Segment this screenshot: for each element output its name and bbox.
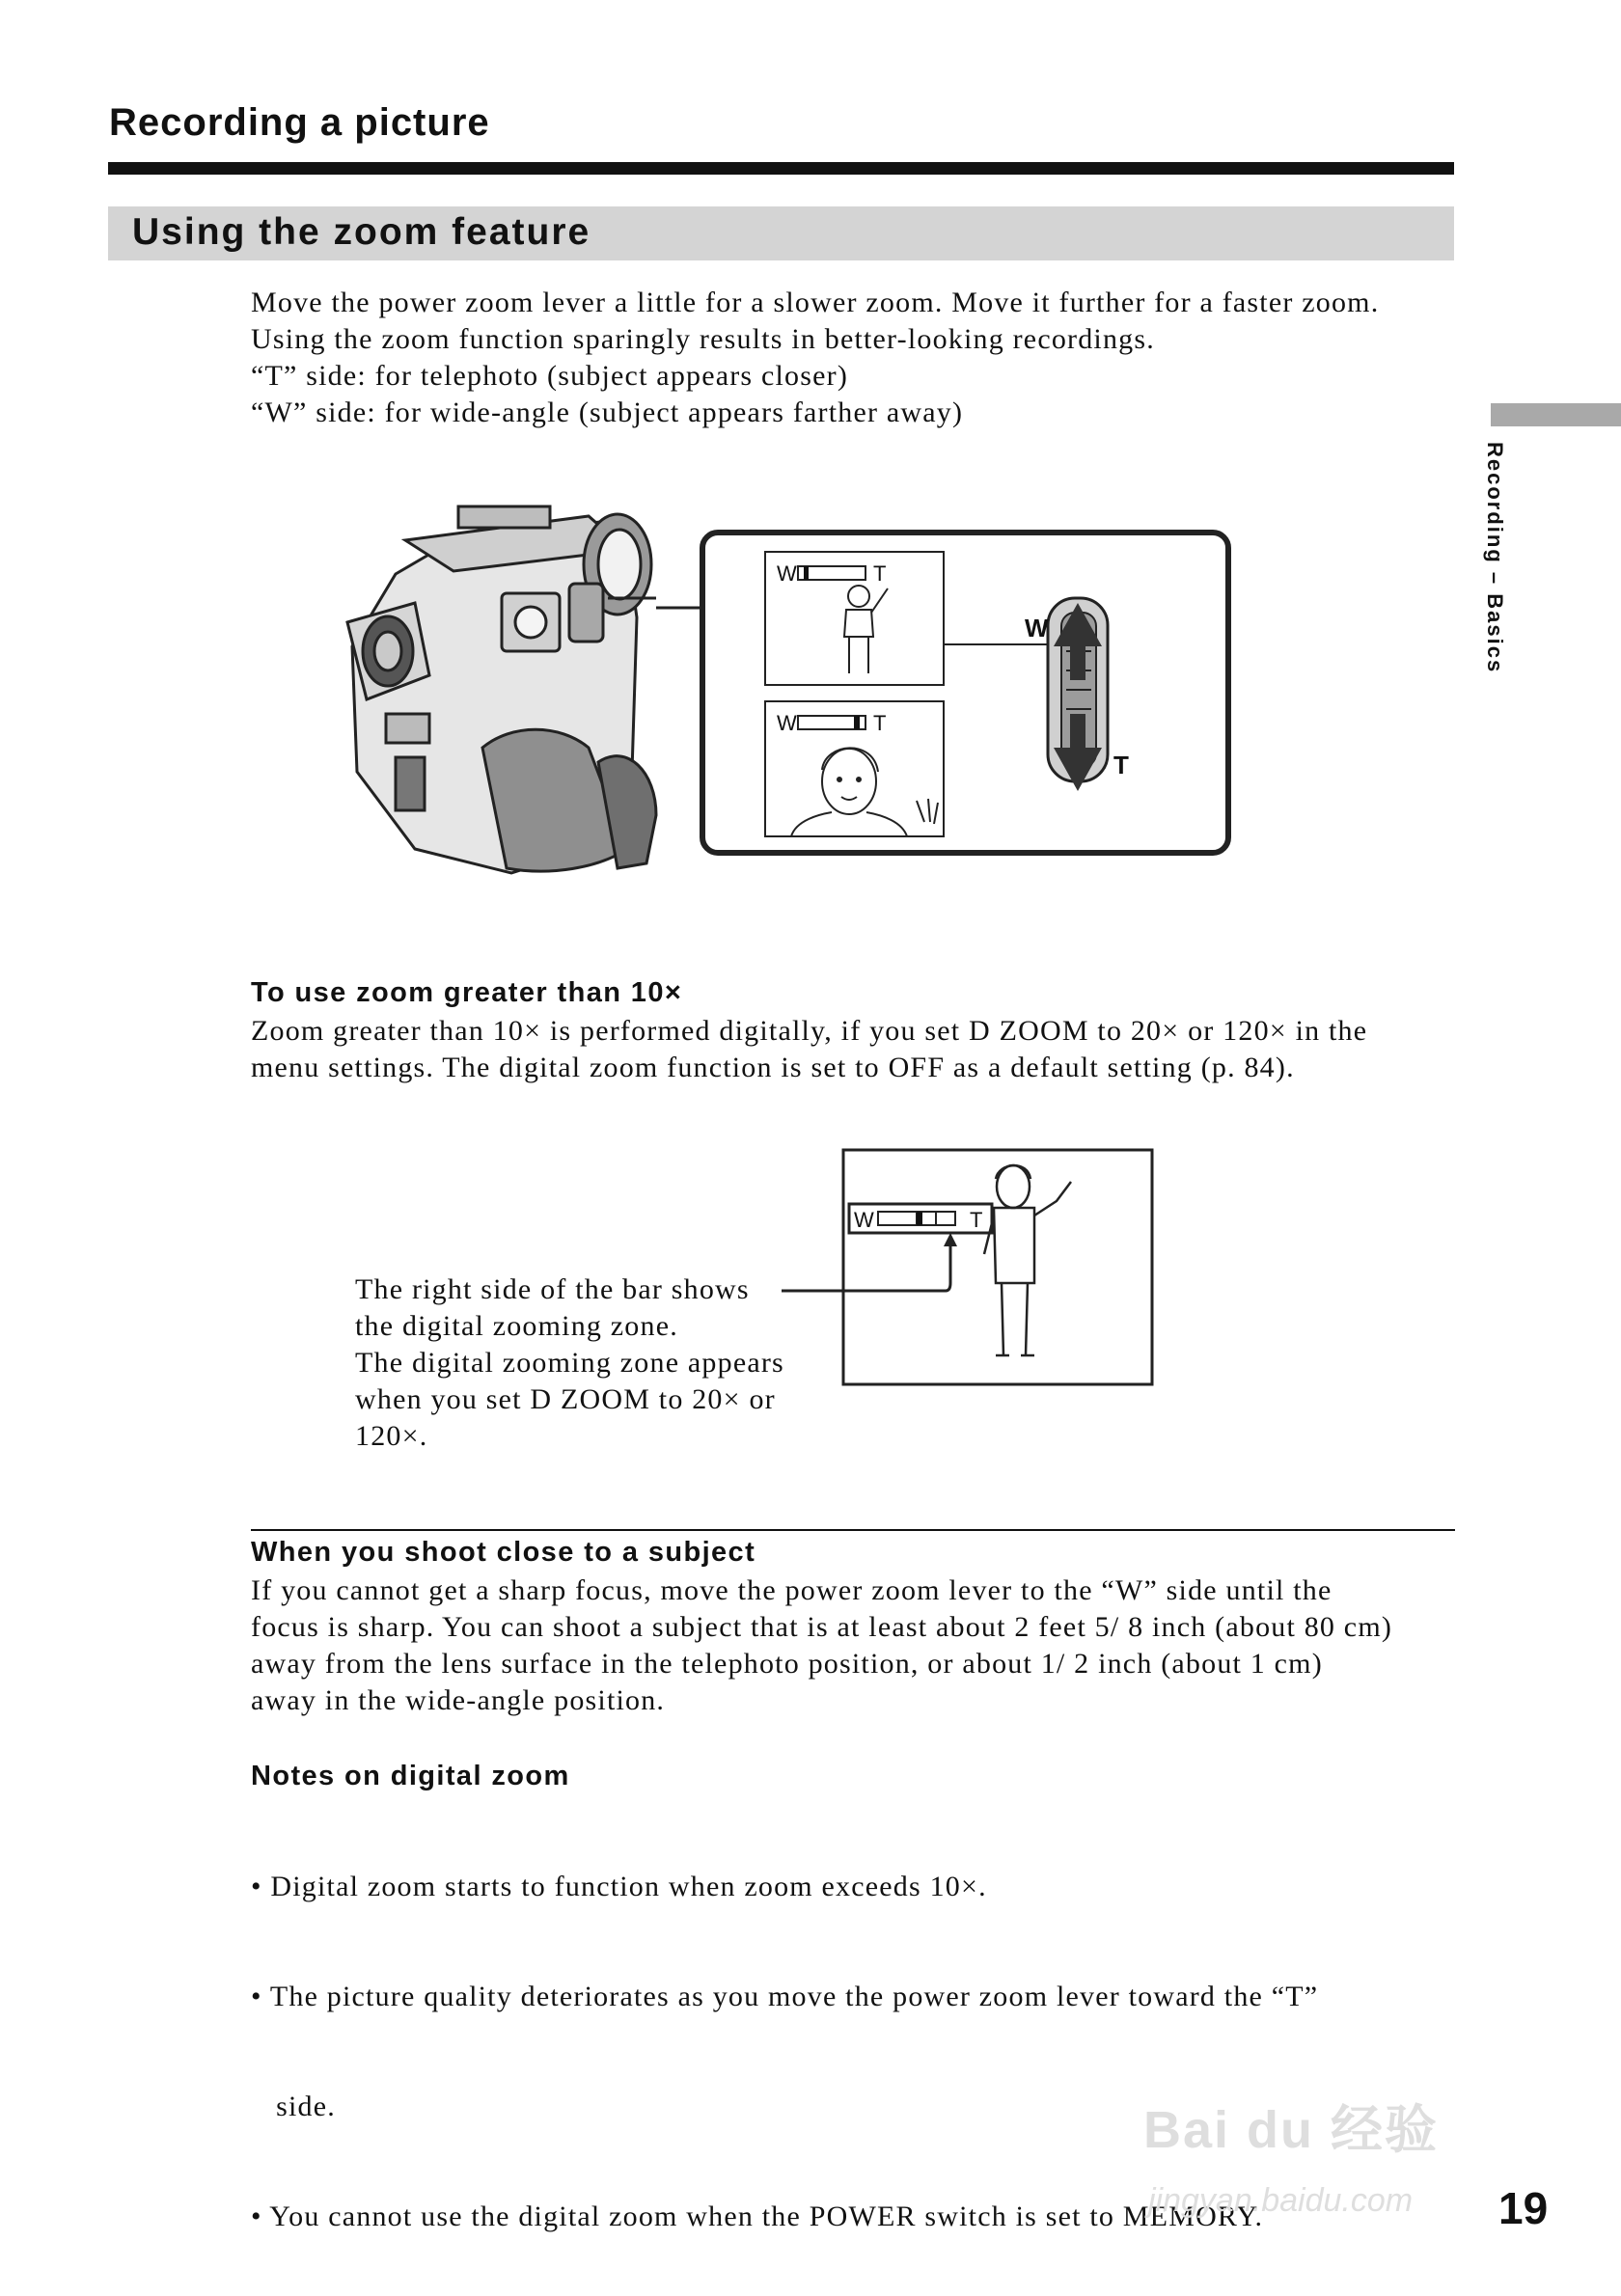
- digital-zoom-figure: [782, 1148, 1168, 1389]
- side-label: Recording – Basics: [1483, 442, 1507, 674]
- digital-bar-t-label: T: [970, 1208, 983, 1232]
- close-subject-line: focus is sharp. You can shoot a subject that is at least about 2 feet 5/ 8 inch (about 80 cm): [251, 1611, 1393, 1643]
- wide-bar-t-label: T: [873, 561, 887, 586]
- tele-bar-w-label: W: [777, 711, 797, 735]
- chapter-title: Recording a picture: [109, 101, 490, 144]
- close-subject-line: away from the lens surface in the telephoto position, or about 1/ 2 inch (about 1 cm): [251, 1648, 1323, 1680]
- caption-line: 120×.: [355, 1420, 428, 1452]
- intro-line: “T” side: for telephoto (subject appears closer): [251, 360, 849, 392]
- intro-paragraph: [251, 285, 1457, 431]
- digital-zone-caption: [355, 1271, 838, 1455]
- wide-bar-w-label: W: [777, 561, 797, 586]
- tele-zoom-indicator: [854, 716, 860, 729]
- caption-line: The digital zooming zone appears: [355, 1347, 784, 1379]
- caption-line: The right side of the bar shows: [355, 1273, 750, 1305]
- intro-line: “W” side: for wide-angle (subject appears farther away): [251, 396, 964, 428]
- intro-line: Using the zoom function sparingly results in better-looking recordings.: [251, 323, 1155, 355]
- close-subject-heading: When you shoot close to a subject: [251, 1537, 756, 1568]
- close-subject-paragraph: [251, 1572, 1457, 1719]
- camcorder-illustration: [347, 506, 656, 873]
- note-item: • Digital zoom starts to function when zoom exceeds 10×.: [251, 1871, 987, 1902]
- watermark-url: jingyan.baidu.com: [1148, 2182, 1414, 2219]
- intro-line: Move the power zoom lever a little for a slower zoom. Move it further for a faster zoom.: [251, 287, 1380, 318]
- lever-t-label: T: [1113, 751, 1129, 779]
- section-title: Using the zoom feature: [132, 211, 591, 253]
- note-item: • The picture quality deteriorates as you move the power zoom lever toward the “T”: [251, 1981, 1319, 2012]
- camcorder-zoom-figure: [338, 482, 1235, 907]
- note-item: side.: [251, 2091, 336, 2122]
- caption-line: when you set D ZOOM to 20× or: [355, 1383, 776, 1415]
- section-divider: [251, 1529, 1455, 1531]
- notes-heading: Notes on digital zoom: [251, 1761, 570, 1791]
- close-subject-line: If you cannot get a sharp focus, move the power zoom lever to the “W” side until the: [251, 1574, 1333, 1606]
- wide-zoom-indicator: [804, 566, 809, 580]
- tele-bar-t-label: T: [873, 711, 887, 735]
- close-subject-line: away in the wide-angle position.: [251, 1684, 666, 1716]
- digital-zoom-paragraph: [251, 1013, 1457, 1086]
- chapter-rule: [108, 162, 1454, 175]
- digital-zoom-line: Zoom greater than 10× is performed digitally, if you set D ZOOM to 20× or 120× in the: [251, 1015, 1368, 1047]
- watermark-logo: Bai du 经验: [1143, 2101, 1440, 2159]
- side-tab: [1491, 403, 1621, 426]
- digital-bar-w-label: W: [854, 1208, 874, 1232]
- lever-w-label: W: [1025, 614, 1049, 642]
- digital-zoom-heading: To use zoom greater than 10×: [251, 977, 683, 1008]
- page-number: 19: [1498, 2183, 1549, 2233]
- digital-zoom-indicator: [917, 1212, 922, 1225]
- caption-line: the digital zooming zone.: [355, 1310, 678, 1342]
- note-item: • You cannot use the digital zoom when the POWER switch is set to MEMORY.: [251, 2200, 1264, 2232]
- digital-zoom-line: menu settings. The digital zoom function is set to OFF as a default setting (p. 84).: [251, 1052, 1295, 1083]
